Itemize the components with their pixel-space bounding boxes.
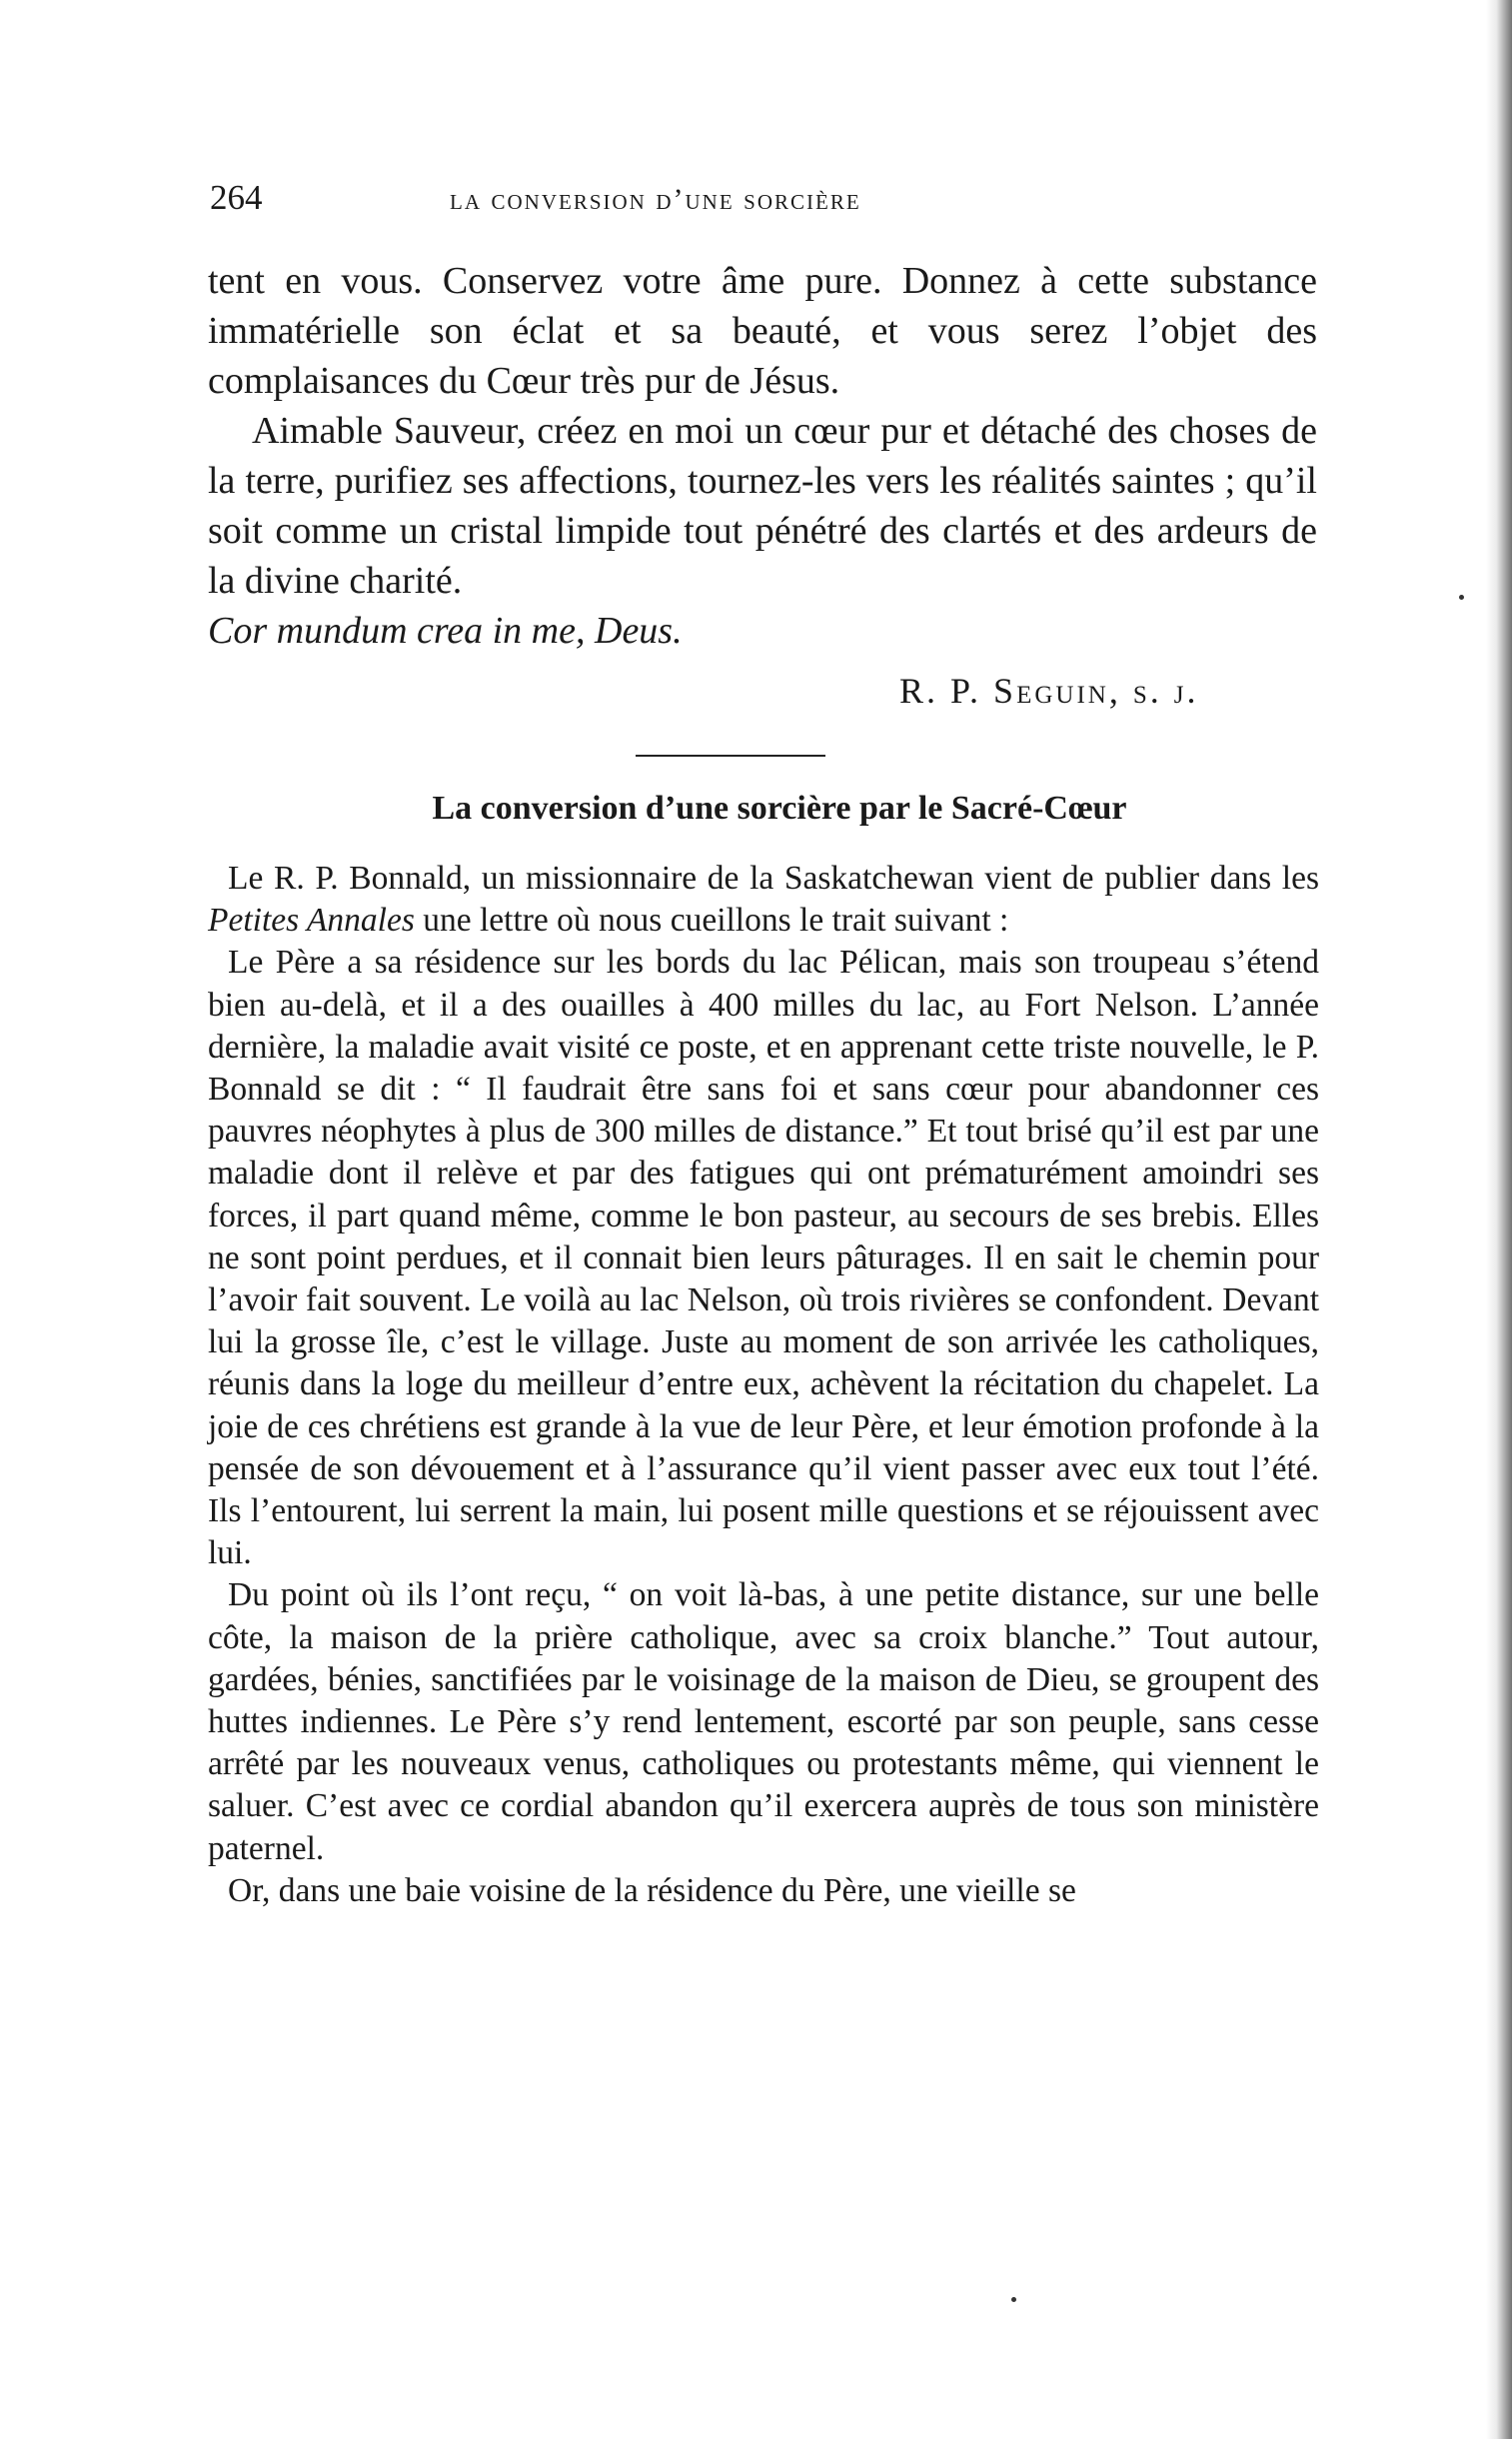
signature-suffix: , s. j. — [1108, 671, 1199, 711]
paragraph — [208, 858, 1319, 942]
paragraph: Or, dans une baie voisine de la résidence du Père, une vieille se — [228, 1871, 1076, 1909]
paragraph: Aimable Sauveur, créez en moi un cœur pur et détaché des choses de la terre, purifiez ses affections, tournez-les vers les réalités saintes ; qu’il soit comme un cristal limpide tout pénétré des clartés et des ardeurs de la divine charité. — [208, 410, 1317, 602]
binding-shadow — [1486, 0, 1512, 2439]
signature-name: Seguin — [993, 671, 1109, 711]
paragraph-text: Le R. P. Bonnald, un missionnaire de la Saskatchewan vient de publier dans les — [228, 860, 1319, 897]
closing-prayer — [208, 256, 1317, 656]
paragraph: tent en vous. Conservez votre âme pure. Donnez à cette substance immatérielle son éclat et sa beauté, et vous serez l’objet des complaisances du Cœur très pur de Jésus. — [208, 260, 1317, 402]
section-divider — [636, 755, 825, 757]
section-title: La conversion d’une sorcière par le Sacré-Cœur — [432, 790, 1127, 827]
latin-quote: Cor mundum crea in me, Deus. — [208, 610, 683, 652]
page-header — [210, 178, 1289, 228]
running-title: la conversion d’une sorcière — [450, 183, 861, 216]
paragraph: Du point où ils l’ont reçu, “ on voit là-bas, à une petite distance, sur une belle côte, la maison de la prière catholique, avec sa croix blanche.” Tout autour, gardées, bénies, sanctifiées par le voisinage de la maison de Dieu, se groupent des huttes indiennes. Le Père s’y rend lentement, escorté par son peuple, sans cesse arrêté par les nouveaux venus, catholiques ou protestants même, qui viennent le saluer. C’est avec ce cordial abandon qu’il exercera auprès de tous son ministère paternel. — [208, 1576, 1319, 1867]
author-signature — [899, 670, 1198, 712]
paragraph-text: une lettre où nous cueillons le trait suivant : — [414, 902, 1009, 940]
article-body — [208, 858, 1319, 1912]
page-number: 264 — [210, 178, 263, 217]
paragraph: Le Père a sa résidence sur les bords du lac Pélican, mais son troupeau s’étend bien au-delà, et il a des ouailles à 400 milles du lac, au Fort Nelson. L’année dernière, la maladie avait visité ce poste, et en apprenant cette triste nouvelle, le P. Bonnald se dit : “ Il faudrait être sans foi et sans cœur pour abandonner ces pauvres néophytes à plus de 300 milles de distance.” Et tout brisé qu’il est par une maladie dont il relève et par des fatigues qui ont prématurément amoindri ses forces, il part quand même, comme le bon pasteur, au secours de ses brebis. Elles ne sont point perdues, et il connait bien leurs pâturages. Il en sait le chemin pour l’avoir fait souvent. Le voilà au lac Nelson, où trois rivières se confondent. Devant lui la grosse île, c’est le village. Juste au moment de son arrivée les catholiques, réunis dans la loge du meilleur d’entre eux, achèvent la récitation du chapelet. La joie de ces chrétiens est grande à la vue de leur Père, et leur émotion profonde à la pensée de son dévouement et à l’assurance qu’il vient passer avec eux tout l’été. Ils l’entourent, lui serrent la main, lui posent mille questions et se réjouissent avec lui. — [208, 944, 1319, 1572]
scan-speck — [1459, 595, 1464, 600]
scan-speck — [1011, 2297, 1016, 2302]
signature-prefix: R. P. — [899, 671, 994, 711]
journal-title: Petites Annales — [208, 902, 415, 940]
